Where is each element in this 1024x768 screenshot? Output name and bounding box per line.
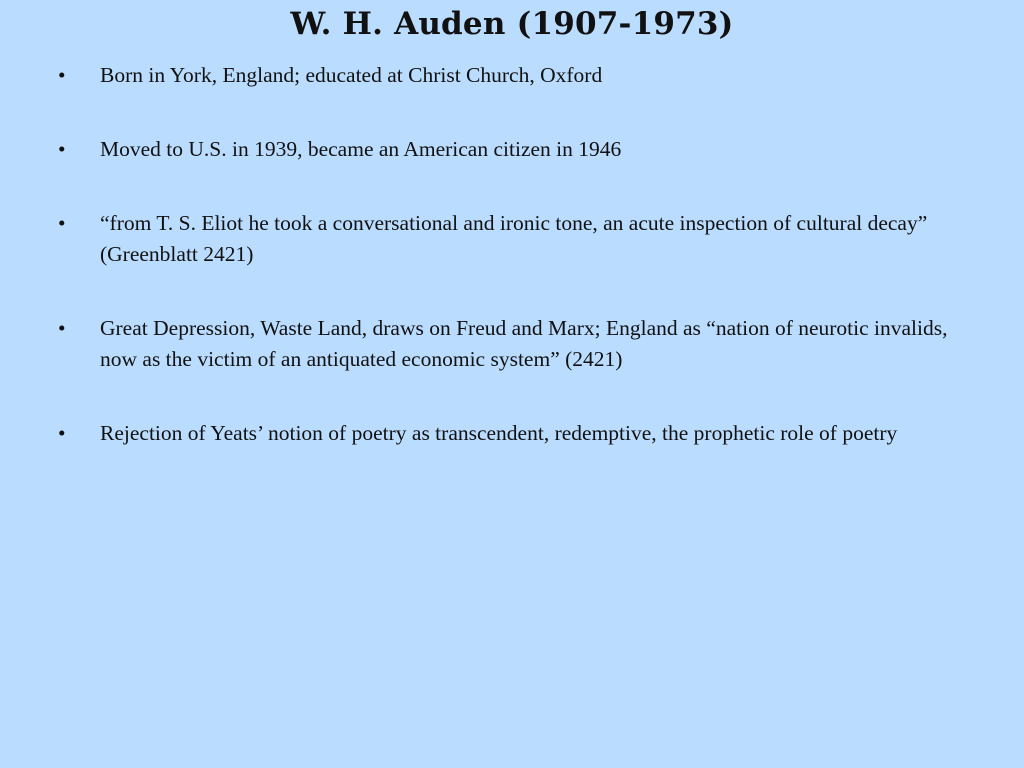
bullet-text: Great Depression, Waste Land, draws on Freud and Marx; England as “nation of neurotic invalids, now as the victim of an antiquated economic system” (2421): [100, 316, 948, 371]
bullet-item-1: [58, 60, 958, 91]
bullet-text: Born in York, England; educated at Christ Church, Oxford: [100, 63, 603, 87]
bullet-mark: •: [58, 421, 66, 445]
bullet-list: [58, 60, 958, 492]
bullet-item-5: [58, 418, 958, 449]
bullet-text: “from T. S. Eliot he took a conversational and ironic tone, an acute inspection of cultural decay” (Greenblatt 2421): [100, 211, 928, 266]
bullet-text: Moved to U.S. in 1939, became an American citizen in 1946: [100, 137, 622, 161]
bullet-mark: •: [58, 211, 66, 235]
bullet-item-3: [58, 208, 958, 270]
slide-title: W. H. Auden (1907-1973): [290, 6, 734, 42]
bullet-mark: •: [58, 137, 66, 161]
bullet-text: Rejection of Yeats’ notion of poetry as transcendent, redemptive, the prophetic role of poetry: [100, 421, 898, 445]
bullet-mark: •: [58, 316, 66, 340]
bullet-mark: •: [58, 63, 66, 87]
bullet-item-2: [58, 134, 958, 165]
bullet-item-4: [58, 313, 958, 375]
